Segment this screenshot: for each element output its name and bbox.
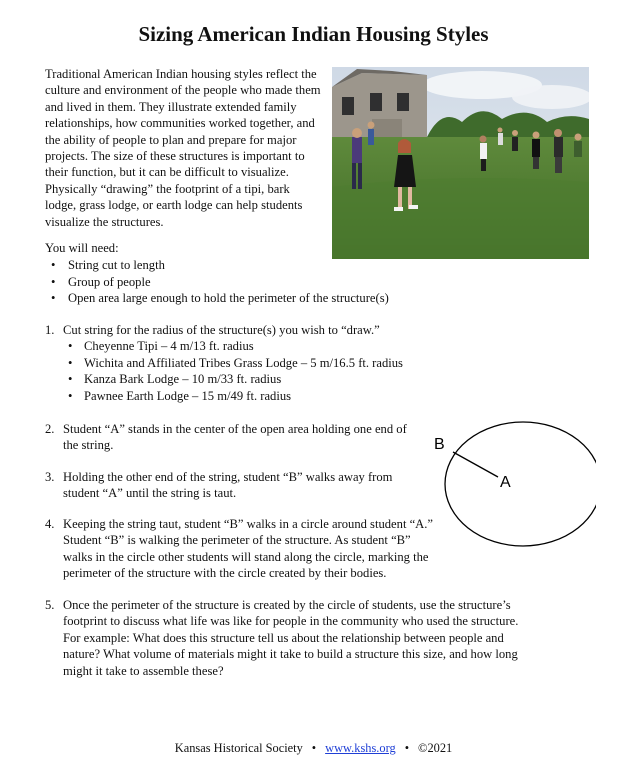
string-radius-line <box>453 452 498 477</box>
step-number: 3. <box>45 470 55 484</box>
footer <box>0 741 627 756</box>
structure-radius-list <box>63 338 465 404</box>
label-b: B <box>434 436 445 453</box>
perimeter-circle <box>445 422 596 546</box>
list-item: • String cut to length <box>45 257 465 273</box>
label-a: A <box>500 474 511 491</box>
list-item: • Cheyenne Tipi – 4 m/13 ft. radius <box>63 338 465 354</box>
list-item: • Open area large enough to hold the perimeter of the structure(s) <box>45 290 465 306</box>
step-3 <box>45 469 423 502</box>
radius-diagram <box>426 420 596 550</box>
step-text: Holding the other end of the string, student “B” walks away from student “A” until the string is taut. <box>63 470 393 501</box>
list-item: • Kanza Bark Lodge – 10 m/33 ft. radius <box>63 371 465 387</box>
intro-paragraph: Traditional American Indian housing styles reflect the culture and environment of the people who made them and lived in them. They illustrate extended family relationships, how communities worked together, and the ability of people to plan and prepare for major projects. The size of these structures is important to their function, but it can be difficult to visualize. Physically “drawing” the footprint of a tipi, bark lodge, grass lodge, or earth lodge can help students visualize the structures. <box>45 67 321 229</box>
list-item: • Group of people <box>45 274 465 290</box>
step-2 <box>45 421 423 454</box>
step-5 <box>45 597 533 679</box>
step-text: Cut string for the radius of the structure(s) you wish to “draw.” <box>63 323 380 337</box>
page-title: Sizing American Indian Housing Styles <box>138 22 489 46</box>
step-1 <box>45 322 465 404</box>
step-text: Keeping the string taut, student “B” walks in a circle around student “A.” Student “B” is walking the perimeter of the structure. As student “B” walks in the circle other students will stand along the circle, marking the perimeter of the structure with the circle created by their bodies. <box>63 517 434 581</box>
step-number: 4. <box>45 517 55 531</box>
students-field-photo <box>332 67 589 259</box>
list-item: • Pawnee Earth Lodge – 15 m/49 ft. radius <box>63 388 465 404</box>
footer-bullet: • <box>311 741 317 755</box>
step-number: 2. <box>45 422 55 436</box>
step-text: Once the perimeter of the structure is created by the circle of students, use the structure’s footprint to discuss what life was like for people in the community who used the structure. For example: What does this structure tell us about the relationship between people and nature? What volume of materials might it take to build a structure this size, and how long might it take to assemble these? <box>63 598 519 678</box>
step-number: 5. <box>45 598 55 612</box>
kshs-link[interactable]: www.kshs.org <box>325 741 396 755</box>
list-item: • Wichita and Affiliated Tribes Grass Lodge – 5 m/16.5 ft. radius <box>63 355 465 371</box>
materials-heading: You will need: <box>45 241 119 255</box>
step-number: 1. <box>45 323 55 337</box>
footer-org: Kansas Historical Society <box>174 741 303 755</box>
materials-list <box>45 257 465 306</box>
footer-bullet: • <box>404 741 410 755</box>
footer-copyright: ©2021 <box>418 741 453 755</box>
step-text: Student “A” stands in the center of the open area holding one end of the string. <box>63 422 407 453</box>
materials-section <box>45 240 465 307</box>
